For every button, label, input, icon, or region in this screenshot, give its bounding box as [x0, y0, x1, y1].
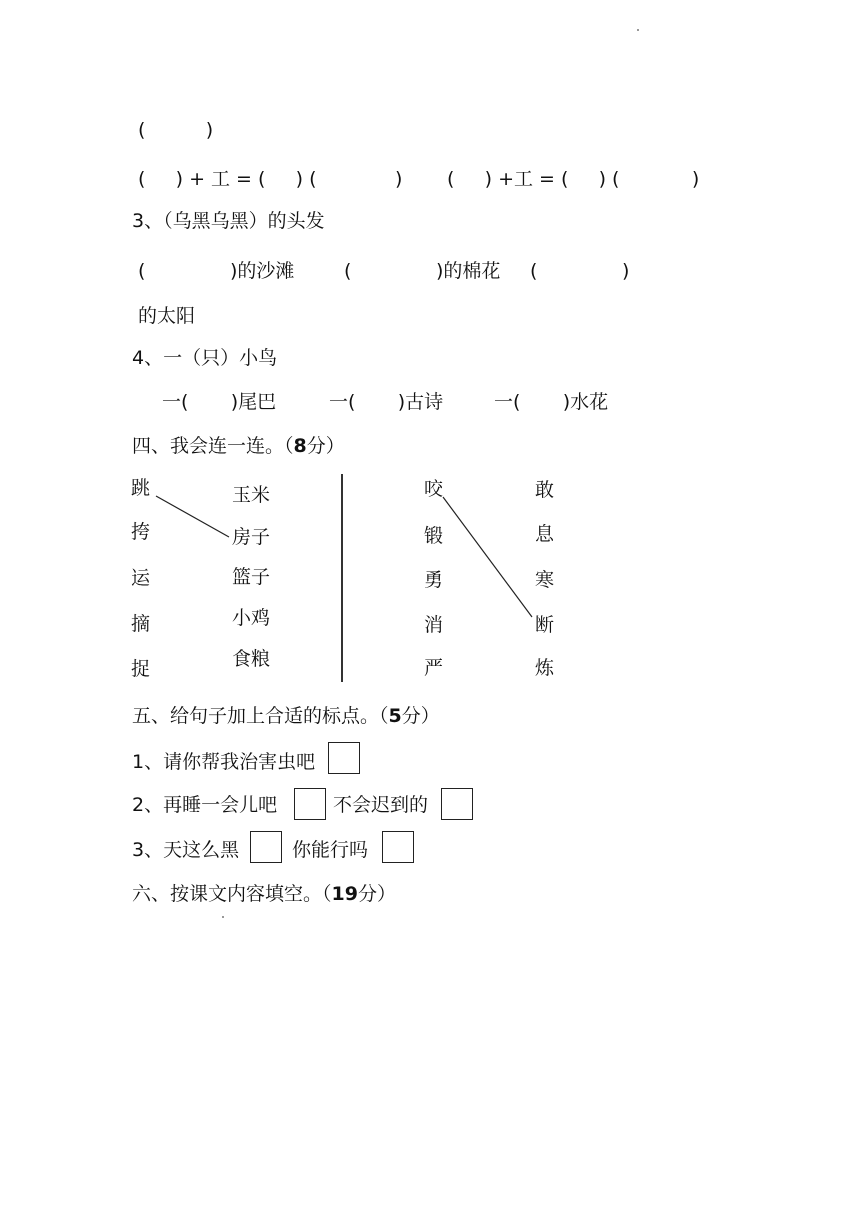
match-item[interactable]: 咬 — [424, 478, 444, 500]
match-item[interactable]: 消 — [424, 614, 444, 636]
match-item[interactable]: 玉米 — [232, 484, 271, 506]
fill-line-2a: ( ) + 工 = ( ) ( ) — [138, 168, 403, 190]
match-item[interactable]: 食粮 — [232, 648, 271, 670]
match-item[interactable]: 挎 — [131, 521, 151, 543]
q3-item-c: ( ) — [530, 260, 630, 282]
match-item[interactable]: 勇 — [424, 569, 444, 591]
match-item[interactable]: 捉 — [131, 658, 151, 680]
q4-title: 4、一（只）小鸟 — [132, 347, 278, 369]
scan-speck — [637, 29, 639, 31]
sentence-2-part-b: 不会迟到的 — [333, 794, 429, 816]
sentence-3-part-a: 3、天这么黑 — [132, 839, 240, 861]
fill-line-2b: ( ) +工 = ( ) ( ) — [447, 168, 700, 190]
example-line-right — [443, 497, 532, 617]
fill-line-1: ( ) — [138, 119, 214, 141]
punctuation-box[interactable] — [294, 788, 326, 820]
sentence-2-part-a: 2、再睡一会儿吧 — [132, 794, 278, 816]
punctuation-box[interactable] — [250, 831, 282, 863]
match-item[interactable]: 跳 — [131, 477, 151, 499]
sentence-1: 1、请你帮我治害虫吧 — [132, 751, 316, 773]
q3-item-d: 的太阳 — [138, 305, 196, 327]
section4-title: 四、我会连一连。（8分） — [132, 435, 345, 457]
match-item[interactable]: 小鸡 — [232, 607, 271, 629]
q3-item-b: ( )的棉花 — [344, 260, 501, 282]
sentence-3-part-b: 你能行吗 — [292, 839, 369, 861]
q4-item-b: 一( )古诗 — [329, 391, 444, 413]
match-item[interactable]: 敢 — [535, 479, 555, 501]
example-line-left — [156, 496, 229, 537]
match-item[interactable]: 锻 — [424, 525, 444, 547]
match-item[interactable]: 寒 — [535, 569, 555, 591]
match-item[interactable]: 房子 — [232, 526, 271, 548]
scan-speck — [222, 916, 224, 918]
match-item[interactable]: 严 — [424, 657, 444, 679]
match-item[interactable]: 炼 — [535, 657, 555, 679]
punctuation-box[interactable] — [382, 831, 414, 863]
q3-item-a: ( )的沙滩 — [138, 260, 295, 282]
match-item[interactable]: 断 — [535, 614, 555, 636]
q4-item-a: 一( )尾巴 — [162, 391, 277, 413]
punctuation-box[interactable] — [328, 742, 360, 774]
section6-title: 六、按课文内容填空。（19分） — [132, 883, 396, 905]
match-item[interactable]: 摘 — [131, 613, 151, 635]
match-item[interactable]: 息 — [535, 523, 555, 545]
match-item[interactable]: 运 — [131, 567, 151, 589]
section5-title: 五、给句子加上合适的标点。（5分） — [132, 705, 440, 727]
q3-title: 3、（乌黑乌黑）的头发 — [132, 210, 325, 232]
punctuation-box[interactable] — [441, 788, 473, 820]
q4-item-c: 一( )水花 — [494, 391, 609, 413]
match-item[interactable]: 篮子 — [232, 566, 271, 588]
